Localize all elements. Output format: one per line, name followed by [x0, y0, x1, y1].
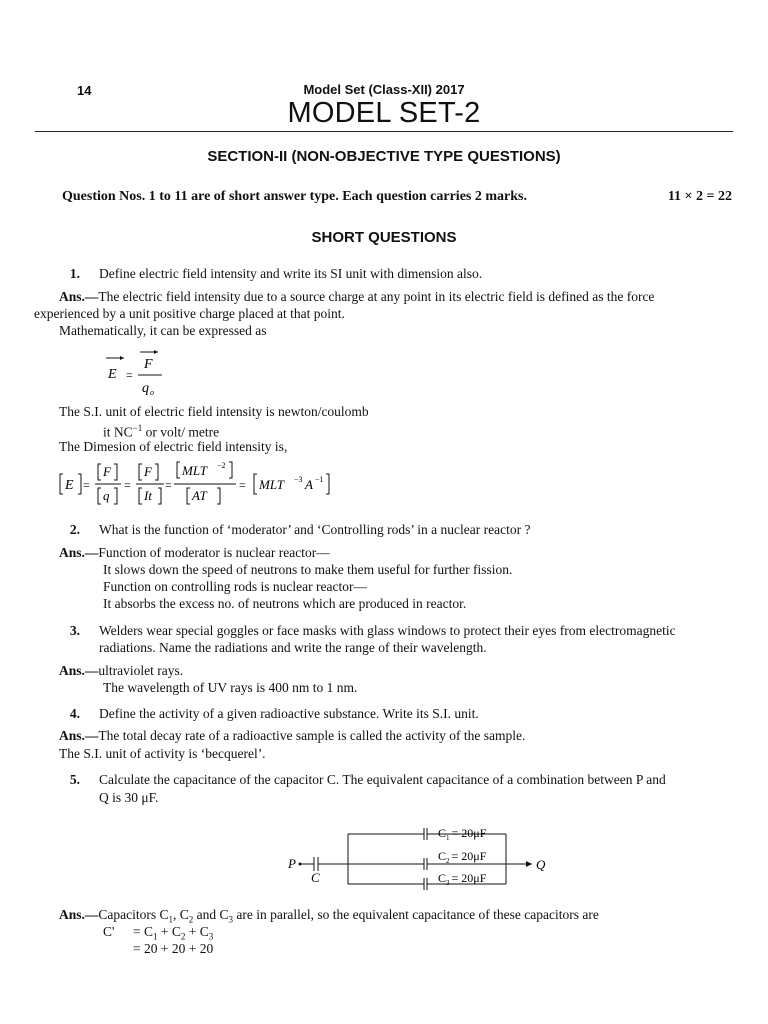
dim-q: q	[103, 488, 110, 503]
circuit-terminal-p: P	[288, 856, 296, 871]
c3-label: $C_3 = 20\mu F$	[438, 871, 487, 887]
answer-label: Ans.—	[59, 728, 99, 743]
answer-text: Function on controlling rods is nuclear reactor—	[103, 579, 367, 594]
svg-text:=: =	[165, 478, 172, 492]
question-number: 4.	[69, 706, 80, 721]
eq-numerator: F	[144, 357, 153, 372]
answer-label: Ans.—	[59, 663, 99, 678]
question-number: 1.	[69, 266, 80, 281]
dim-mlt-sup: −2	[217, 461, 226, 470]
si-unit-line: The S.I. unit of electric field intensity is newton/coulomb	[59, 404, 369, 419]
c2-label: $C_2 = 20\mu F$	[438, 849, 487, 865]
short-questions-heading: SHORT QUESTIONS	[311, 229, 457, 246]
question-number: 5.	[69, 772, 80, 787]
eq-equals: =	[126, 368, 133, 382]
answer-text: The wavelength of UV rays is 400 nm to 1 nm.	[103, 680, 358, 695]
calc-sub: 3	[208, 931, 214, 942]
svg-text:=: =	[239, 478, 246, 492]
header-rule	[35, 131, 733, 132]
calc-line: = 20 + 20 + 20	[133, 941, 214, 956]
electric-field-equation	[100, 348, 170, 398]
dim-at: AT	[192, 488, 207, 503]
answer-sub: 1	[168, 914, 174, 925]
calc-text: = C	[133, 924, 153, 939]
calc-sub: 2	[180, 931, 186, 942]
answer-text: are in parallel, so the equivalent capacitance of these capacitors are	[233, 907, 599, 922]
answer-text: , C	[173, 907, 189, 922]
calc-text: + C	[157, 924, 181, 939]
answer-text: The total decay rate of a radioactive sample is called the activity of the sample.	[98, 728, 526, 743]
eq-lhs: E	[108, 367, 117, 382]
running-title: Model Set (Class-XII) 2017	[303, 82, 465, 97]
page-number: 14	[77, 83, 92, 98]
answer-text: The S.I. unit of activity is ‘becquerel’.	[59, 746, 266, 761]
section-heading: SECTION-II (NON-OBJECTIVE TYPE QUESTIONS)	[207, 148, 561, 165]
calc-lhs: C'	[103, 924, 115, 939]
dim-it: It	[144, 488, 152, 503]
calc-sub: 1	[153, 931, 158, 942]
circuit-capacitor-c: C	[311, 870, 320, 885]
dimension-line: The Dimesion of electric field intensity is,	[59, 439, 288, 454]
answer-text: It absorbs the excess no. of neutrons which are produced in reactor.	[103, 596, 467, 611]
answer-label: Ans.—	[59, 545, 99, 560]
answer-line	[59, 662, 183, 679]
answer-text: The electric field intensity due to a source charge at any point in its electric field is defined as the force	[98, 289, 655, 304]
answer-label: Ans.—	[59, 907, 99, 922]
circuit-terminal-q: Q	[536, 857, 546, 872]
answer-text: Capacitors C	[98, 907, 169, 922]
question-text: Define the activity of a given radioactive substance. Write its S.I. unit.	[99, 706, 479, 721]
page-title: MODEL SET-2	[287, 97, 481, 129]
calc-text: + C	[185, 924, 209, 939]
dimension-equation	[58, 458, 348, 510]
dim-f1: F	[103, 464, 111, 479]
answer-text: It slows down the speed of neutrons to make them useful for further fission.	[103, 562, 513, 577]
answer-text: Function of moderator is nuclear reactor—	[98, 545, 330, 560]
answer-text: Mathematically, it can be expressed as	[59, 323, 267, 338]
question-number: 2.	[69, 522, 80, 537]
question-text: radiations. Name the radiations and write the range of their wavelength.	[99, 640, 487, 655]
unit-sup: −1	[132, 423, 143, 433]
c1-label: $C_1 = 20\mu F$	[438, 826, 487, 842]
question-number: 3.	[69, 623, 80, 638]
dim-mlt: MLT	[182, 463, 208, 478]
answer-line	[59, 727, 525, 744]
answer-text: ultraviolet rays.	[98, 663, 184, 678]
answer-line	[59, 544, 330, 561]
svg-text:=: =	[124, 478, 131, 492]
answer-text: experienced by a unit positive charge placed at that point.	[34, 306, 345, 321]
answer-label: Ans.—	[59, 289, 99, 304]
eq-denominator-sub: o	[150, 388, 154, 397]
dim-e: E	[65, 478, 74, 493]
question-text: Calculate the capacitance of the capacitor C. The equivalent capacitance of a combination between P and	[99, 772, 666, 787]
unit-text: it NC	[103, 424, 133, 440]
dim-result: MLT	[259, 477, 285, 492]
unit-text: or volt/ metre	[142, 424, 220, 440]
answer-line	[59, 288, 654, 305]
question-text: Define electric field intensity and write its SI unit with dimension also.	[99, 266, 483, 281]
section-instruction: Question Nos. 1 to 11 are of short answer type. Each question carries 2 marks.	[62, 189, 527, 204]
dim-result-sup1: −3	[294, 475, 303, 484]
dim-result-a: A	[305, 477, 313, 492]
capacitor-circuit	[280, 820, 560, 894]
answer-sub: 2	[188, 914, 194, 925]
question-text: Welders wear special goggles or face masks with glass windows to protect their eyes from electromagnetic	[99, 623, 676, 638]
question-text: Q is 30 μF.	[99, 790, 159, 805]
eq-denominator: q	[142, 381, 149, 396]
answer-text: and C	[193, 907, 229, 922]
answer-sub: 3	[228, 914, 234, 925]
svg-text:=: =	[83, 478, 90, 492]
dim-f2: F	[144, 464, 152, 479]
dim-result-sup2: −1	[315, 475, 324, 484]
section-marks: 11 × 2 = 22	[667, 189, 732, 204]
question-text: What is the function of ‘moderator’ and ‘Controlling rods’ in a nuclear reactor ?	[99, 522, 531, 537]
